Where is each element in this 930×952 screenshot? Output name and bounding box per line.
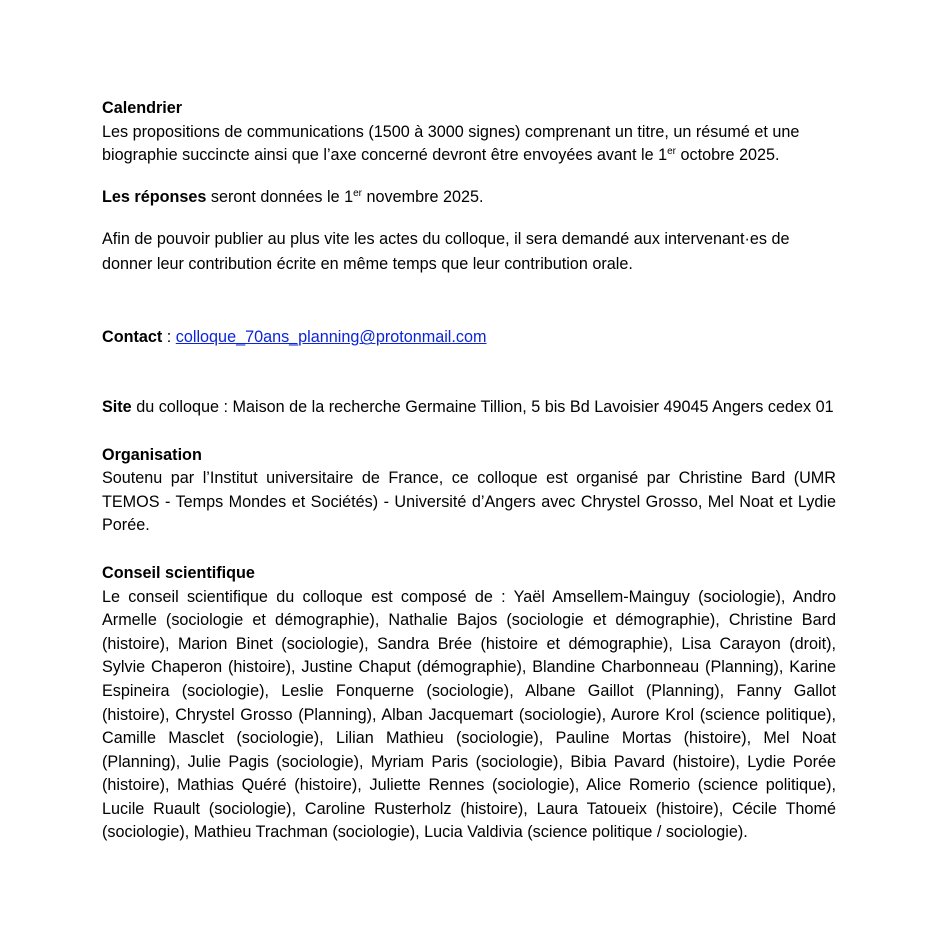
publication-paragraph: Afin de pouvoir publier au plus vite les actes du colloque, il sera demandé aux intervenant·es de donner leur contribution écrite en même temps que leur contribution orale. — [102, 230, 790, 274]
contact-label: Contact — [102, 328, 163, 347]
conseil-heading: Conseil scientifique — [102, 563, 255, 582]
contact-separator: : — [162, 328, 176, 347]
contact-email-link[interactable]: colloque_70ans_planning@protonmail.com — [175, 328, 487, 347]
organisation-heading: Organisation — [102, 445, 202, 464]
reponses-text: seront données le 1 — [206, 187, 354, 206]
reponses-label: Les réponses — [102, 187, 207, 206]
site-label: Site — [102, 397, 132, 416]
organisation-text: Soutenu par l’Institut universitaire de France, ce colloque est organisé par Christine Bard (UMR TEMOS - Temps Mondes et Sociétés) - Université d’Angers avec Chrystel Grosso, Mel Noat et Lydie Porée. — [102, 469, 836, 535]
reponses-text-end: novembre 2025. — [361, 187, 484, 206]
conseil-section — [102, 562, 836, 845]
calendrier-text: Les propositions de communications (1500 à 3000 signes) comprenant un titre, un résumé et une biographie succincte ainsi que l’axe concerné devront être envoyées avant le 1 — [102, 122, 800, 165]
reponses-section — [102, 186, 836, 210]
calendrier-section — [102, 97, 836, 168]
conseil-text: Le conseil scientifique du colloque est composé de : Yaël Amsellem-Mainguy (sociologie), Andro Armelle (sociologie et démographie), Nathalie Bajos (sociologie et démographie), Christine Bard (histoire), Marion Binet (sociologie), Sandra Brée (histoire et démographie), Lisa Carayon (droit), Sylvie Chaperon (histoire), Justine Chaput (démographie), Blandine Charbonneau (Planning), Karine Espineira (sociologie), Leslie Fonquerne (sociologie), Albane Gaillot (Planning), Fanny Gallot (histoire), Chrystel Grosso (Planning), Alban Jacquemart (sociologie), Aurore Krol (science politique), Camille Masclet (sociologie), Lilian Mathieu (sociologie), Pauline Mortas (histoire), Mel Noat (Planning), Julie Pagis (sociologie), Myriam Paris (sociologie), Bibia Pavard (histoire), Lydie Porée (histoire), Mathias Quéré (histoire), Juliette Rennes (sociologie), Alice Romerio (science politique), Lucile Ruault (sociologie), Caroline Rusterholz (histoire), Laura Tatoueix (histoire), Cécile Thomé (sociologie), Mathieu Trachman (sociologie), Lucia Valdivia (science politique / sociologie). — [102, 587, 836, 842]
calendrier-heading: Calendrier — [102, 99, 183, 117]
site-text: du colloque : Maison de la recherche Germaine Tillion, 5 bis Bd Lavoisier 49045 Angers cedex 01 — [131, 397, 834, 416]
contact-section — [102, 326, 836, 350]
site-section — [102, 396, 836, 420]
reponses-sup: er — [353, 187, 362, 199]
calendrier-sup: er — [667, 146, 677, 158]
document-page — [102, 97, 836, 845]
organisation-section — [102, 444, 836, 538]
calendrier-text-end: octobre 2025. — [676, 146, 780, 165]
